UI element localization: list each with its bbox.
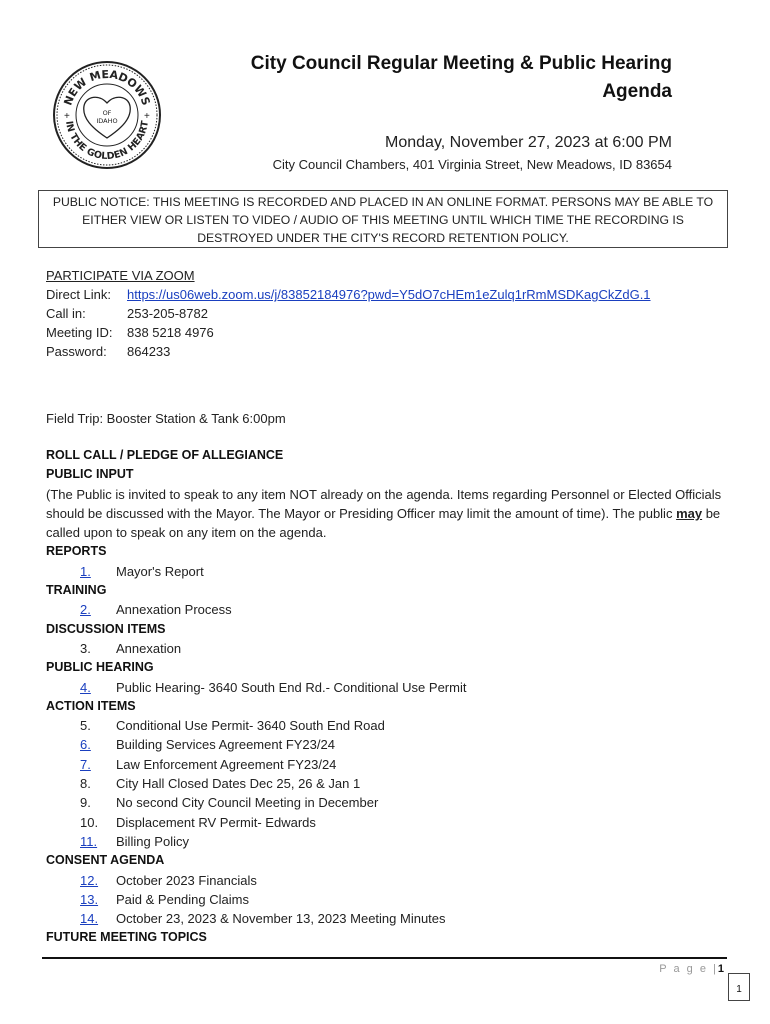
item-text: Building Services Agreement FY23/24 <box>116 737 335 753</box>
zoom-direct-link[interactable]: https://us06web.zoom.us/j/83852184976?pwd=Y5dO7cHEm1eZulq1rRmMSDKagCkZdG.1 <box>127 287 651 302</box>
item-number: 9. <box>80 795 91 811</box>
section-consent-agenda: CONSENT AGENDA <box>46 853 165 868</box>
zoom-direct-link-row <box>46 285 651 304</box>
item-number-link[interactable]: 11. <box>80 833 98 849</box>
city-seal-logo <box>52 60 162 170</box>
zoom-id-row <box>46 323 651 342</box>
page-title <box>251 50 672 106</box>
svg-text:NEW MEADOWS: NEW MEADOWS <box>61 67 153 108</box>
section-training: TRAINING <box>46 583 107 598</box>
zoom-call-row <box>46 304 651 323</box>
password-value: 864233 <box>127 344 171 359</box>
call-in-number: 253-205-8782 <box>127 306 208 321</box>
page-number-box: 1 <box>728 973 750 1001</box>
item-number-link[interactable]: 1. <box>80 563 91 579</box>
agenda-item <box>46 774 736 793</box>
agenda-item <box>46 562 736 581</box>
agenda-item <box>46 600 736 619</box>
item-number-link[interactable]: 6. <box>80 737 91 753</box>
public-input-note: (The Public is invited to speak to any item NOT already on the agenda. Items regarding Personnel or Elected Officials should be discussed with the Mayor. The Mayor or Presiding Officer may limit the amount of time). The public may be called upon to speak on any item on the agenda. <box>46 486 722 541</box>
item-text: October 23, 2023 & November 13, 2023 Meeting Minutes <box>116 911 446 927</box>
item-number-link[interactable]: 4. <box>80 679 91 695</box>
svg-text:+: + <box>144 111 150 122</box>
section-future-topics: FUTURE MEETING TOPICS <box>46 930 207 945</box>
field-trip-note: Field Trip: Booster Station & Tank 6:00pm <box>46 411 286 426</box>
item-text: No second City Council Meeting in December <box>116 795 379 811</box>
agenda-item <box>46 716 736 735</box>
title-line-2: Agenda <box>602 81 672 102</box>
direct-link-label: Direct Link: <box>46 287 112 302</box>
item-number-link[interactable]: 13. <box>80 891 99 907</box>
item-number-link[interactable]: 7. <box>80 756 91 772</box>
item-number: 8. <box>80 776 91 792</box>
item-number-link[interactable]: 2. <box>80 602 91 618</box>
title-line-1: City Council Regular Meeting & Public Hearing <box>250 53 672 74</box>
section-public-input: PUBLIC INPUT <box>46 467 134 482</box>
public-notice-box: PUBLIC NOTICE: THIS MEETING IS RECORDED AND PLACED IN AN ONLINE FORMAT. PERSONS MAY BE ABLE TO EITHER VIEW OR LISTEN TO VIDEO / AUDIO OF THIS MEETING UNTIL WHICH TIME THE RECORDING IS DESTROYED UNDER THE CITY'S RECORD RETENTION POLICY. <box>38 190 728 248</box>
zoom-heading: PARTICIPATE VIA ZOOM <box>46 268 195 283</box>
agenda-item <box>46 793 736 812</box>
meeting-location: City Council Chambers, 401 Virginia Street, New Meadows, ID 83654 <box>272 157 672 172</box>
agenda-item <box>46 813 736 832</box>
agenda-list <box>46 446 736 948</box>
item-text: October 2023 Financials <box>116 872 257 888</box>
svg-text:IN THE GOLDEN HEART: IN THE GOLDEN HEART <box>63 120 151 163</box>
footer-divider <box>42 957 727 959</box>
item-number: 5. <box>80 718 91 734</box>
password-label: Password: <box>46 344 107 359</box>
meeting-id-label: Meeting ID: <box>46 325 113 340</box>
item-text: Annexation <box>116 640 182 656</box>
agenda-item <box>46 890 736 909</box>
svg-text:+: + <box>64 111 70 122</box>
item-text: Displacement RV Permit- Edwards <box>116 814 316 830</box>
svg-text:OF: OF <box>102 109 112 117</box>
item-number-link[interactable]: 12. <box>80 872 99 888</box>
item-text: Law Enforcement Agreement FY23/24 <box>116 756 337 772</box>
agenda-item <box>46 678 736 697</box>
agenda-item <box>46 735 736 754</box>
call-in-label: Call in: <box>46 306 86 321</box>
section-discussion: DISCUSSION ITEMS <box>46 621 166 636</box>
meeting-date: Monday, November 27, 2023 at 6:00 PM <box>385 134 672 151</box>
item-number: 10. <box>80 814 99 830</box>
agenda-item <box>46 832 736 851</box>
svg-text:IDAHO: IDAHO <box>96 117 118 125</box>
zoom-section <box>46 266 651 361</box>
section-action-items: ACTION ITEMS <box>46 698 136 713</box>
item-text: Conditional Use Permit- 3640 South End Road <box>116 718 385 734</box>
item-number: 3. <box>80 640 91 656</box>
item-text: Paid & Pending Claims <box>116 891 249 907</box>
item-text: Annexation Process <box>116 602 232 618</box>
section-public-hearing: PUBLIC HEARING <box>46 660 154 675</box>
item-text: City Hall Closed Dates Dec 25, 26 & Jan 1 <box>116 776 361 792</box>
agenda-item <box>46 871 736 890</box>
agenda-item <box>46 639 736 658</box>
item-text: Public Hearing- 3640 South End Rd.- Conditional Use Permit <box>116 679 467 695</box>
section-reports: REPORTS <box>46 544 107 559</box>
item-number-link[interactable]: 14. <box>80 911 99 927</box>
section-roll-call: ROLL CALL / PLEDGE OF ALLEGIANCE <box>46 448 284 462</box>
item-text: Billing Policy <box>116 833 189 849</box>
meeting-id-value: 838 5218 4976 <box>127 325 214 340</box>
page-number-label: P a g e |1 <box>659 963 724 975</box>
agenda-item <box>46 909 736 928</box>
item-text: Mayor's Report <box>116 563 204 579</box>
agenda-item <box>46 755 736 774</box>
zoom-password-row <box>46 342 651 361</box>
